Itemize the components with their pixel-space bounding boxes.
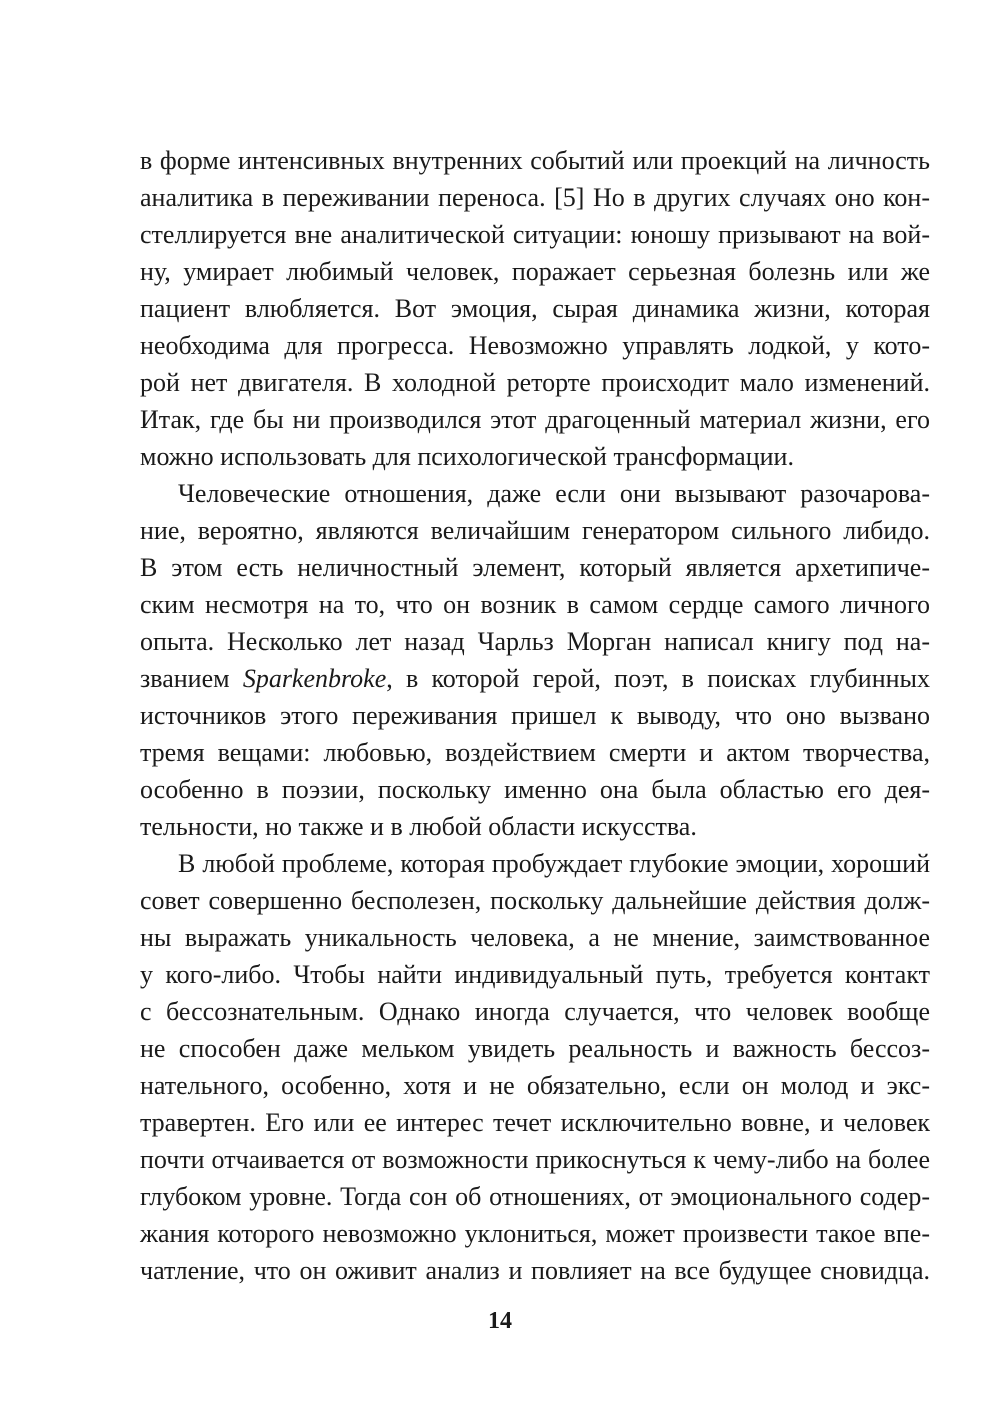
text-line: пациент влюбляется. Вот эмоция, сырая динамика жизни, которая — [140, 294, 930, 323]
text-line: Итак, где бы ни производился этот драгоценный материал жизни, его — [140, 405, 930, 434]
book-title-italic: Sparkenbroke — [242, 664, 387, 693]
text-line: ским несмотря на то, что он возник в самом сердце самого личного — [140, 590, 930, 619]
text-line: нательного, особенно, хотя и не обязательно, если он молод и экс- — [140, 1071, 930, 1100]
text-line: в форме интенсивных внутренних событий или проекций на личность — [140, 146, 930, 175]
text-line: травертен. Его или ее интерес течет исключительно вовне, и человек — [140, 1108, 930, 1137]
text-line: В любой проблеме, которая пробуждает глубокие эмоции, хороший — [178, 849, 930, 878]
text-line: почти отчаивается от возможности прикоснуться к чему-либо на более — [140, 1145, 930, 1174]
text-line: совет совершенно бесполезен, поскольку дальнейшие действия долж- — [140, 886, 930, 915]
text-line: источников этого переживания пришел к выводу, что оно вызвано — [140, 701, 930, 730]
text-line: не способен даже мельком увидеть реальность и важность бессоз- — [140, 1034, 930, 1063]
text-line: Человеческие отношения, даже если они вызывают разочарова- — [178, 479, 930, 508]
text-line: опыта. Несколько лет назад Чарльз Морган написал книгу под на- — [140, 627, 930, 656]
text-line: ние, вероятно, являются величайшим генератором сильного либидо. — [140, 516, 930, 545]
text-fragment: , в которой герой, поэт, в поисках глубинных — [386, 664, 930, 693]
text-line: жания которого невозможно уклониться, может произвести такое впе- — [140, 1219, 930, 1248]
text-line: с бессознательным. Однако иногда случается, что человек вообще — [140, 997, 930, 1026]
text-line: стеллируется вне аналитической ситуации: юношу призывают на вой- — [140, 220, 930, 249]
text-line: чатление, что он оживит анализ и повлияет на все будущее сновидца. — [140, 1256, 930, 1285]
text-line: ны выражать уникальность человека, а не мнение, заимствованное — [140, 923, 930, 952]
text-line: аналитика в переживании переноса. [5] Но в других случаях оно кон- — [140, 183, 930, 212]
body-text — [140, 142, 930, 1289]
text-line: ну, умирает любимый человек, поражает серьезная болезнь или же — [140, 257, 930, 286]
page-number: 14 — [488, 1308, 512, 1334]
text-line: необходима для прогресса. Невозможно управлять лодкой, у кото- — [140, 331, 930, 360]
text-line-mixed — [140, 660, 930, 697]
text-line: тремя вещами: любовью, воздействием смерти и актом творчества, — [140, 738, 930, 767]
text-line: В этом есть неличностный элемент, который является архетипиче- — [140, 553, 930, 582]
text-line: рой нет двигателя. В холодной реторте происходит мало изменений. — [140, 368, 930, 397]
text-fragment: званием — [140, 664, 243, 693]
text-line: глубоком уровне. Тогда сон об отношениях, от эмоционального содер- — [140, 1182, 930, 1211]
text-line: тельности, но также и в любой области искусства. — [140, 812, 697, 841]
text-line: у кого-либо. Чтобы найти индивидуальный путь, требуется контакт — [140, 960, 930, 989]
text-line: можно использовать для психологической трансформации. — [140, 442, 794, 471]
text-line: особенно в поэзии, поскольку именно она была областью его дея- — [140, 775, 930, 804]
